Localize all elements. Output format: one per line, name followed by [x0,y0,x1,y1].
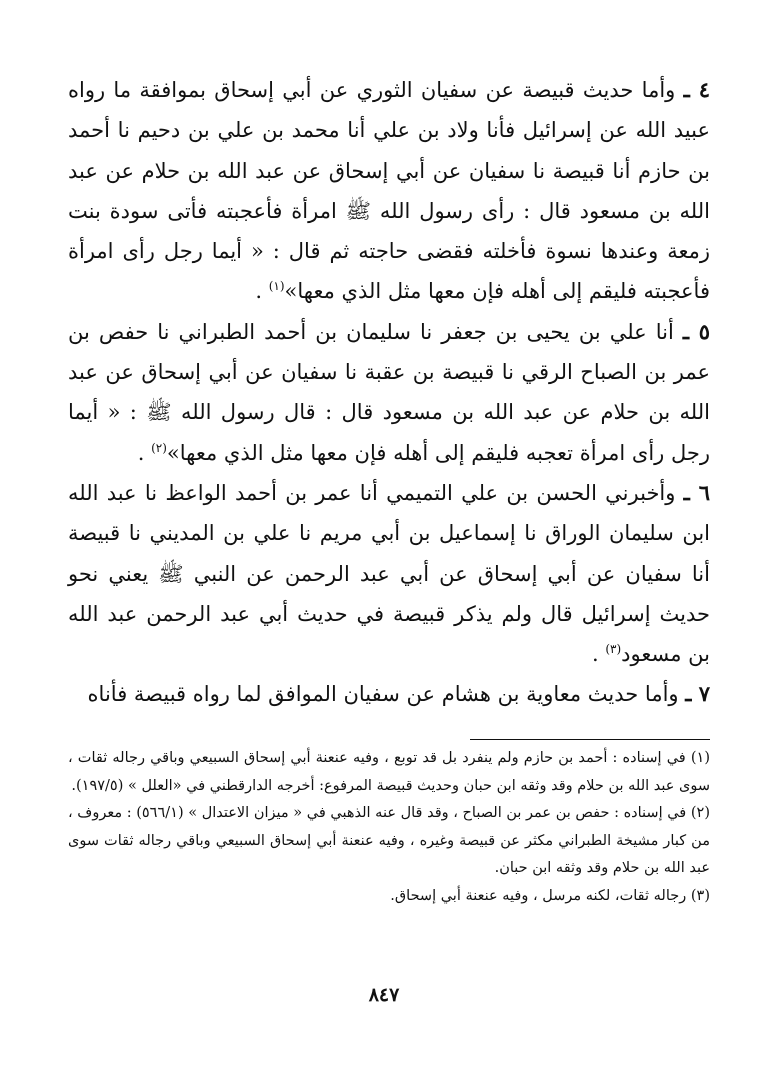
paragraph-6 [68,473,710,674]
paragraph-text: أنا علي بن يحيى بن جعفر نا سليمان بن أحمد الطبراني نا حفص بن عمر بن الصباح الرقي نا قبيصة بن عقبة نا سفيان عن أبي إسحاق عن عبد الله بن حلام عن عبد الله بن مسعود قال : قال رسول الله ﷺ : « أيما رجل رأى امرأة تعجبه فليقم إلى أهله فإن معها مثل الذي معها» [68,319,710,465]
footnote-3 [68,883,710,911]
footnote-reference: (١) [268,279,285,294]
paragraph-number: ٤ ـ [683,77,710,102]
footnote-reference: (٣) [605,642,622,657]
footnote-text: رجاله ثقات، لكنه مرسل ، وفيه عنعنة أبي إسحاق. [390,887,687,904]
page-number: ٨٤٧ [368,984,400,1006]
paragraph-text: وأما حديث قبيصة عن سفيان الثوري عن أبي إسحاق بموافقة ما رواه عبيد الله عن إسرائيل فأنا ولاد بن علي أنا محمد بن علي بن دحيم نا أحمد بن حازم أنا قبيصة نا سفيان عن أبي إسحاق عن عبد الله بن حلام عن عبد الله بن مسعود قال : رأى رسول الله ﷺ امرأة فأعجبته فأتى سودة بنت زمعة وعندها نسوة فأخلته فقضى حاجته ثم قال : « أيما رجل رأى امرأة فأعجبته فليقم إلى أهله فإن معها مثل الذي معها» [68,78,710,304]
footnote-reference: (٢) [151,440,167,455]
paragraph-end: . [591,642,606,667]
paragraph-end: . [137,440,152,465]
footnotes [68,745,710,910]
paragraph-text: وأما حديث معاوية بن هشام عن سفيان الموافق لما رواه قبيصة فأناه [87,682,679,707]
paragraph-7 [68,674,710,714]
paragraph-number: ٧ ـ [685,681,710,707]
paragraph-number: ٦ ـ [683,479,710,505]
paragraph-5 [68,312,710,473]
footnote-text: في إسناده : أحمد بن حازم ولم ينفرد بل قد توبع ، وفيه عنعنة أبي إسحاق السبيعي وباقي رجاله ثقات ، سوى عبد الله بن حلام وقد وثقه ابن حبان وحديث قبيصة المرفوع: أخرجه الدارقطني في «العلل » (١٩٧/٥). [68,750,710,794]
footnote-text: في إسناده : حفص بن عمر بن الصباح ، وقد قال عنه الذهبي في « ميزان الاعتدال » (٥٦٦/١) : معروف ، من كبار مشيخة الطبراني مكثر عن قبيصة وغيره ، وفيه عنعنة أبي إسحاق السبيعي وباقي رجاله ثقات سوى عبد الله بن حلام وقد وثقه ابن حبان. [68,805,710,876]
footnote-divider [470,739,710,740]
main-text [68,70,710,715]
paragraph-end: . [255,279,269,304]
paragraph-4 [68,70,710,312]
paragraph-number: ٥ ـ [682,318,710,344]
footnote-marker: (٣) [690,887,710,904]
footnote-1 [68,745,710,800]
paragraph-text: وأخبرني الحسن بن علي التميمي أنا عمر بن أحمد الواعظ نا عبد الله ابن سليمان الوراق نا إسماعيل بن أبي مريم نا علي بن المديني نا قبيصة أنا سفيان عن أبي إسحاق عن أبي عبد الرحمن عن النبي ﷺ يعني نحو حديث إسرائيل قال ولم يذكر قبيصة في حديث أبي عبد الرحمن عبد الله بن مسعود [68,480,710,667]
footnote-2 [68,800,710,883]
footnote-marker: (٢) [690,805,711,821]
footnote-marker: (١) [690,750,710,766]
